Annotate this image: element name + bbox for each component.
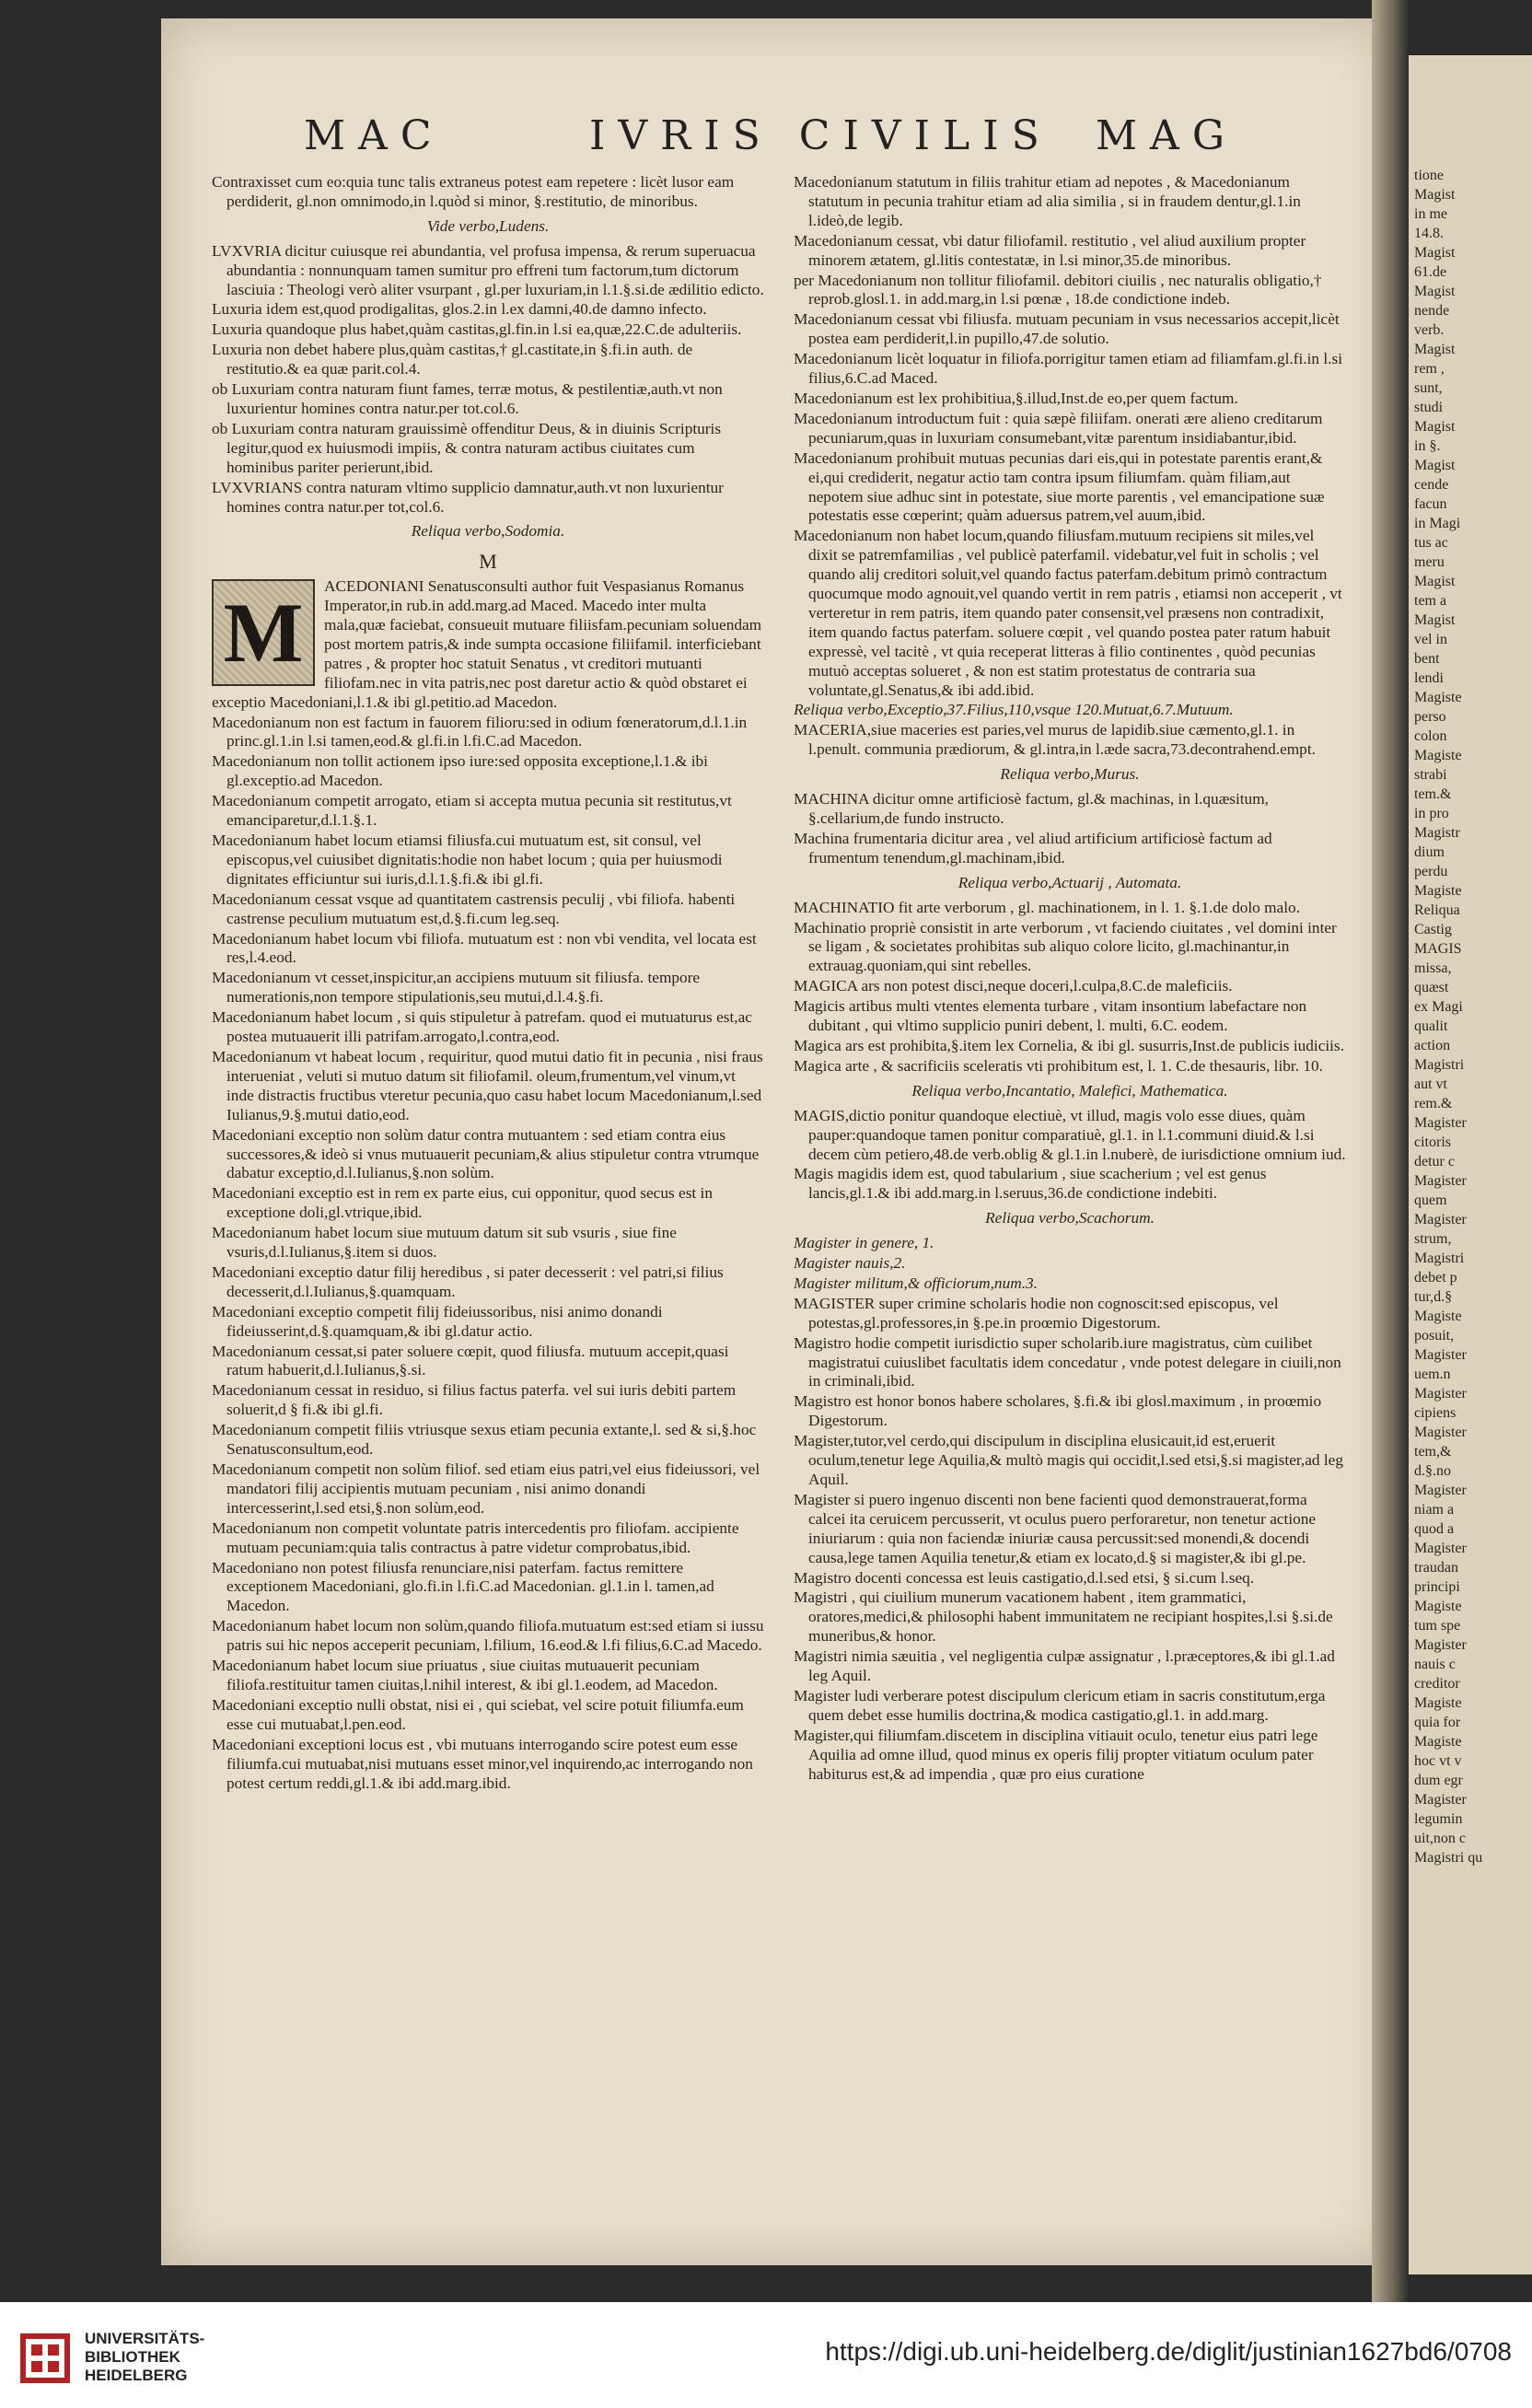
margin-note-line: rem ,: [1414, 361, 1445, 377]
margin-note-line: creditor: [1414, 1676, 1460, 1692]
entry-paragraph: Luxuria quandoque plus habet,quàm castitas,gl.fin.in l.si ea,quæ,22.C.de adulteriis.: [212, 320, 742, 339]
entry-paragraph: Macedonianum non habet locum,quando filiusfam.mutuum recipiens sit miles,vel dixit se patremfamilias , vel publicè paterfamil. videbatur,vel fuit in scholis ; vel quando alij creditori soluit,vel quando factus paterfam.debitum primò contractum quocumque modo agnouit,vel quando vertit in rem patris , etiamsi non acceperit , vt verteretur in rem patris, item quando pater consensit,vel præsens non contradixit, item quando factus paterfam. soluere cœpit , vel quando postea pater ratum habuit expressè, vel tacitè , vt quia receperat litteras à filio continentes , quòd pecunias mutuò acceptas solueret , & non est statim protestatus de contraria sua voluntate,gl.Senatus,& ibi add.ibid.: [794, 527, 1342, 699]
margin-note-line: Magist: [1414, 284, 1456, 299]
margin-note-line: Magister: [1414, 1212, 1467, 1227]
entry-text: ACEDONIANI Senatusconsulti author fuit Vespasianus Romanus Imperator,in rub.in add.marg.ad Maced. Macedo inter multa mala,quæ faciebat, consueuit mutuare filiisfam.pecuniam soluendam post mortem patris,& inde sumpta occasione filiifamil. interficiebant patres , & propter hoc statuit Senatus , vt creditori mutuanti filiofam.nec in vita patris,nec post daretur actio & quòd obstaret ei exceptio Macedoniani,l.1.& ibi gl.petitio.ad Macedon.: [212, 577, 762, 711]
entry-paragraph: Macedonianum est lex prohibitiua,§.illud,Inst.de eo,per quem factum.: [794, 389, 1238, 407]
margin-note-line: Magist: [1414, 612, 1456, 628]
entry-paragraph: Luxuria non debet habere plus,quàm castitas,† gl.castitate,in §.fi.in auth. de restitutio.& ea quæ parit.col.4.: [212, 341, 693, 378]
margin-note-line: legumin: [1414, 1811, 1463, 1827]
margin-note-line: Magister: [1414, 1541, 1467, 1556]
cross-reference: Reliqua verbo,Scachorum.: [985, 1209, 1155, 1227]
running-head-right: MAG: [1096, 112, 1237, 159]
page-url-link[interactable]: https://digi.ub.uni-heidelberg.de/diglit/justinian1627bd6/0708: [825, 2337, 1512, 2366]
margin-note-line: quia for: [1414, 1715, 1461, 1730]
margin-note-line: strum,: [1414, 1231, 1452, 1247]
margin-note-line: Magist: [1414, 245, 1456, 261]
margin-note-line: rem.&: [1414, 1096, 1453, 1111]
margin-note-line: perso: [1414, 709, 1446, 725]
entry-paragraph: Magis magidis idem est, quod tabularium , siue scacherium ; vel est genus lancis,gl.1.& ibi add.marg.in l.seruus,36.de condictione indebiti.: [794, 1165, 1267, 1203]
margin-note-line: Magist: [1414, 342, 1456, 357]
entry-paragraph: Magica ars est prohibita,§.item lex Cornelia, & ibi gl. susurris,Inst.de publicis iudiciis.: [794, 1036, 1345, 1054]
entry-paragraph: Macedonianum prohibuit mutuas pecunias dari eis,qui in potestate parentis erant,& ei,qui crediderit, negatur actio tam contra ipsum filiumfam. quàm filiam,aut nepotem siue adhuc sint in potestate, siue morte parentis , vel emancipatione suæ potestatis esse cœperint; quàm aduersus patrem,vel auum,ibid.: [794, 448, 1325, 525]
margin-note-line: in §.: [1414, 438, 1441, 454]
entry-paragraph: per Macedonianum non tollitur filiofamil. debitori ciuilis , nec naturalis obligatio,† reprob.glosl.1. in add.marg,in l.si pœnæ , 18.de condictione indeb.: [794, 271, 1322, 308]
entry-paragraph: Macedoniani exceptio nulli obstat, nisi ei , qui sciebat, vel scire potuit filiumfa.eum esse cui mutuabat,l.pen.eod.: [212, 1695, 744, 1733]
margin-note-line: Magiste: [1414, 1695, 1462, 1711]
margin-note-line: Castig: [1414, 922, 1452, 937]
margin-note-line: action: [1414, 1038, 1451, 1053]
entry-paragraph: Magistri , qui ciuilium munerum vacationem habent , item grammatici, oratores,medici,& philosophi habent immunitatem ne recipiant hospites,l.si §.si.de muneribus,& honor.: [794, 1588, 1333, 1646]
entry-paragraph: Magistro est honor bonos habere scholares, §.fi.& ibi glosl.maximum , in proœmio Digestorum.: [794, 1392, 1322, 1430]
entry-paragraph: Macedonianum competit non solùm filiof. sed etiam eius patri,vel eius fideiussori, vel mandatori filij accipientis mutuam pecuniam , nisi animo donandi intercesserint,l.sed etsi,§.non solùm,eod.: [212, 1460, 760, 1517]
margin-note-line: uem.n: [1414, 1367, 1451, 1382]
margin-note-line: quæst: [1414, 980, 1449, 995]
margin-note-line: ex Magi: [1414, 999, 1463, 1015]
entry-paragraph: Macedonianum non tollit actionem ipso iure:sed opposita exceptione,l.1.& ibi gl.exceptio.ad Macedon.: [212, 752, 708, 790]
entry-paragraph: Macedonianum vt cesset,inspicitur,an accipiens mutuum sit filiusfa. tempore numerationis,non tempore stipulationis,seu mutui,d.l.4.§.fi.: [212, 969, 701, 1006]
running-head-left: MAC: [304, 112, 445, 159]
margin-note-line: Magistri: [1414, 1057, 1465, 1073]
margin-note-line: sunt,: [1414, 380, 1443, 396]
entry-paragraph: Magister militum,& officiorum,num.3.: [794, 1274, 1038, 1292]
entry-paragraph: ob Luxuriam contra naturam fiunt fames, terræ motus, & pestilentiæ,auth.vt non luxurientur homines contra natur.per tot.col.6.: [212, 380, 723, 417]
entry-paragraph: Macedonianum introductum fuit : quia sæpè filiifam. onerati ære alieno creditarum pecuniarum,quas in luxuriam consumebant,vitæ parentum insidiabantur,ibid.: [794, 409, 1323, 447]
margin-note-line: dium: [1414, 844, 1445, 860]
entry-paragraph: MACHINATIO fit arte verborum , gl. machinationem, in l. 1. §.1.de dolo malo.: [794, 898, 1301, 916]
entry-paragraph: Magister ludi verberare potest discipulum clericum etiam in sacris constitutum,erga quem debet esse humilis doctrina,& modica castigatio,gl.1. in add.marg.: [794, 1686, 1326, 1724]
university-library-logo-icon: [20, 2333, 70, 2383]
facing-page-margin-notes: [1414, 166, 1532, 1867]
margin-note-line: tum spe: [1414, 1618, 1461, 1634]
running-head: [304, 112, 1271, 168]
margin-note-line: bent: [1414, 651, 1440, 667]
library-name: [85, 2330, 204, 2385]
entry-paragraph: Macedoniani exceptio competit filij fideiussoribus, nisi animo donandi fideiusserint,d.§.quamquam,& ibi gl.datur actio.: [212, 1302, 663, 1340]
entry-paragraph: MACHINA dicitur omne artificiosè factum, gl.& machinas, in l.quæsitum, §.cellarium,de fundo instructo.: [794, 790, 1269, 827]
entry-paragraph: Reliqua verbo,Exceptio,37.Filius,110,vsque 120.Mutuat,6.7.Mutuum.: [794, 701, 1234, 719]
cross-reference: Reliqua verbo,Murus.: [1000, 765, 1140, 784]
margin-note-line: MAGIS: [1414, 941, 1462, 957]
margin-note-line: Magister: [1414, 1483, 1467, 1498]
margin-note-line: principi: [1414, 1579, 1460, 1595]
entry-paragraph: Magister,qui filiumfam.discetem in disciplina vitiauit oculo, tenetur eius patri lege Aquilia ad omne illud, quod minus ex operis filij propter vitiatum oculum pater habiturus est,& ad impendia , quæ pro eius curatione: [794, 1726, 1318, 1783]
margin-note-line: in me: [1414, 206, 1447, 222]
margin-note-line: tur,d.§: [1414, 1289, 1453, 1305]
section-letter: M: [479, 550, 497, 574]
margin-note-line: tem,&: [1414, 1444, 1452, 1460]
entry-paragraph: Macedonianum habet locum siue mutuum datum sit sub vsuris , siue fine vsuris,d.l.Iulianus,§.item si duos.: [212, 1224, 677, 1262]
margin-note-line: tem a: [1414, 593, 1447, 609]
margin-note-line: Magister: [1414, 1386, 1467, 1402]
entry-paragraph: LVXVRIANS contra naturam vltimo supplicio damnatur,auth.vt non luxurientur homines contra natur.per tot,col.6.: [212, 478, 724, 516]
book-spine: [1372, 0, 1409, 2302]
entry-paragraph: Magistri nimia sæuitia , vel negligentia culpæ assignatur , l.præceptores,& ibi gl.1.ad leg Aquil.: [794, 1647, 1335, 1685]
margin-note-line: Magistri qu: [1414, 1850, 1483, 1866]
entry-paragraph: Magistro docenti concessa est leuis castigatio,d.l.sed etsi, § si.cum l.seq.: [794, 1568, 1255, 1587]
margin-note-line: tione: [1414, 168, 1444, 183]
margin-note-line: tus ac: [1414, 535, 1448, 551]
margin-note-line: Magister: [1414, 1637, 1467, 1653]
margin-note-line: qualit: [1414, 1018, 1448, 1034]
margin-note-line: traudan: [1414, 1560, 1458, 1576]
entry-paragraph: MACERIA,siue maceries est paries,vel murus de lapidib.siue cæmento,gl.1. in l.penult. communia prædiorum, & gl.intra,in l.æde sacra,73.decontrahend.empt.: [794, 721, 1316, 759]
margin-note-line: Magister: [1414, 1792, 1467, 1808]
entry-paragraph: Macedonianum vt habeat locum , requiritur, quod mutui datio fit in pecunia , nisi fraus interueniat , veluti si mutuo datum sit filiofamil. oleum,frumentum,vel vinum,vt inde distractis fructibus vteretur pecunia,quo casu habet locum Macedonianum,l.sed Iulianus,9.§.mutui datio,eod.: [212, 1047, 763, 1123]
margin-note-line: quod a: [1414, 1521, 1455, 1537]
entry-paragraph: Macedoniano non potest filiusfa renunciare,nisi paterfam. factus remittere exceptionem Macedoniani, glo.fi.in l.fi.C.ad Macedonian. gl.1.in l. tamen,ad Macedon.: [212, 1558, 714, 1615]
margin-note-line: studi: [1414, 400, 1444, 415]
facing-page-edge: [1409, 55, 1532, 2274]
cross-reference: Vide verbo,Ludens.: [426, 216, 550, 235]
entry-paragraph: Macedonianum habet locum , si quis stipuletur à patrefam. quod ei mutuaturus est,ac postea mutuauerit illi patrifam.arrogato,l.contra,eod.: [212, 1008, 752, 1046]
cross-reference: Reliqua verbo,Sodomia.: [411, 522, 565, 541]
margin-note-line: Magistr: [1414, 825, 1460, 841]
cross-reference: Reliqua verbo,Incantatio, Malefici, Mathematica.: [911, 1081, 1228, 1099]
margin-note-line: Magister: [1414, 1173, 1467, 1189]
margin-note-line: dum egr: [1414, 1773, 1463, 1788]
entry-paragraph: Machinatio propriè consistit in arte verborum , vt faciendo ciuitates , vel domini inter se ligam , & societates prohibitas sub aliquo colore licito, gl.machinantur,in extrauag.quoniam,qui sint rebelles.: [794, 918, 1337, 975]
entry-paragraph: Magister si puero ingenuo discenti non bene facienti quod demonstrauerat,forma calcei ita ceruicem percusserit, vt oculus puero perforaretur, non tenetur actione iniuriarum : quia non faciendæ iniuriæ causa percussit:sed monendi,& docendi causa,lege tamen Aquilia tenetur,& etiam ex locato,d.§ si magister,& ibi gl.pe.: [794, 1490, 1317, 1566]
entry-paragraph: Magister nauis,2.: [794, 1254, 906, 1273]
margin-note-line: 14.8.: [1414, 226, 1444, 241]
entry-paragraph: Macedoniani exceptio est in rem ex parte eius, cui opponitur, quod secus est in exceptione doli,gl.vtrique,ibid.: [212, 1184, 713, 1222]
margin-note-line: tem.&: [1414, 786, 1452, 802]
margin-note-line: perdu: [1414, 864, 1448, 879]
margin-note-line: Reliqua: [1414, 902, 1460, 918]
entry-paragraph: Macedonianum habet locum etiamsi filiusfa.cui mutuatum est, sit consul, vel episcopus,vel cuiusibet dignitatis:hodie non habet locum ; quia per huiusmodi dignitates efficiuntur sui iuris,d.l.1.§.fi.& ibi gl.fi.: [212, 832, 723, 888]
margin-note-line: Magister: [1414, 1425, 1467, 1440]
entry-paragraph: Macedoniani exceptio non solùm datur contra mutuantem : sed etiam contra eius successores,& ideò si vnus mutuauerit pecuniam,& alius stipuletur contra vtrumque dabatur exceptio,d.l.Iulianus,§.non solùm.: [212, 1125, 760, 1182]
margin-note-line: detur c: [1414, 1154, 1455, 1169]
margin-note-line: in pro: [1414, 806, 1449, 821]
entry-paragraph: MAGIS,dictio ponitur quandoque electiuè, vt illud, magis volo esse diues, quàm pauper:quandoque tamen ponitur comparatiuè, gl.1. in l.1.communi diuid.& l.si decem cùm petiero,48.de verb.oblig & gl.1.in l.nuberè, de iurisdictione omnium iud.: [794, 1106, 1346, 1163]
margin-note-line: Magist: [1414, 458, 1456, 473]
cross-reference: Reliqua verbo,Actuarij , Automata.: [958, 873, 1182, 891]
entry-paragraph: Macedonianum non competit voluntate patris intercedentis pro filiofam. accipiente mutuam pecuniam:quia talis contractus à patre videtur comprobatus,ibid.: [212, 1518, 739, 1556]
entry-paragraph: Macedonianum statutum in filiis trahitur etiam ad nepotes , & Macedonianum statutum in pecunia trahitur etiam ad alia similia , si in fraudem dentur,gl.1.in l.ideò,de legib.: [794, 173, 1301, 229]
entry-paragraph: Macedonianum habet locum vbi filiofa. mutuatum est : non vbi vendita, vel locata est res,l.4.eod.: [212, 929, 757, 967]
margin-note-line: Magiste: [1414, 690, 1462, 705]
entry-paragraph: Macedonianum cessat vsque ad quantitatem castrensis peculij , vbi filiofa. habenti castrense peculium mutuatum est,d.§.fi.cum leg.seq.: [212, 890, 736, 927]
entry-paragraph: MAGISTER super crimine scholaris hodie non cognoscit:sed episcopus, vel potestas,gl.professores,in §.pe.in proœmio Digestorum.: [794, 1294, 1279, 1332]
margin-note-line: quem: [1414, 1192, 1447, 1208]
entry-paragraph: Macedonianum habet locum non solùm,quando filiofa.mutuatum est:sed etiam si iussu patris sui hic nepos acceperit pecuniam, l.filium, 16.eod.& l.fi filius,6.C.ad Macedo.: [212, 1617, 764, 1655]
margin-note-line: posuit,: [1414, 1328, 1455, 1344]
library-name-line-2: BIBLIOTHEK: [85, 2348, 180, 2366]
entry-paragraph: LVXVRIA dicitur cuiusque rei abundantia, vel profusa impensa, & rerum superuacua abundantia : nonnunquam tamen sumitur pro effreni tum factorum,tum dictorum lasciuia : Theologi verò aliter vsurpant , gl.per luxuriam,in l.1.§.si.de ædilitio edicto.: [212, 241, 764, 298]
entry-paragraph: Machina frumentaria dicitur area , vel aliud artificium artificiosè factum ad frumentum tenendum,gl.machinam,ibid.: [794, 829, 1272, 867]
decorated-initial-m-icon: M: [212, 579, 315, 686]
entry-paragraph: Macedonianum competit arrogato, etiam si accepta mutua pecunia sit restitutus,vt emanciparetur,d.l.1.§.1.: [212, 792, 732, 830]
margin-note-line: Magist: [1414, 419, 1456, 435]
margin-note-line: hoc vt v: [1414, 1753, 1462, 1769]
viewer-footer: [0, 2302, 1532, 2408]
entry-paragraph: ob Luxuriam contra naturam grauissimè offenditur Deus, & in diuinis Scripturis legitur,quod ex huiusmodi impiis, & contra naturam actibus ciuitates cum hominibus pariter perierunt,ibid.: [212, 419, 722, 476]
margin-note-line: niam a: [1414, 1502, 1455, 1518]
entry-paragraph: Magister,tutor,vel cerdo,qui discipulum in disciplina elusicauit,id est,eruerit oculum,tenetur lege Aquilia,& multò magis qui occidit,l.sed etsi,§.si magister,ad leg Aquil.: [794, 1432, 1343, 1488]
entry-paragraph: Macedonianum cessat vbi filiusfa. mutuam pecuniam in vsus necessarios accepit,licèt postea eam perdiderit,l.in pupillo,47.de solutio.: [794, 310, 1340, 348]
margin-note-line: Magiste: [1414, 1309, 1462, 1324]
left-text-column: [212, 173, 764, 2245]
margin-note-line: colon: [1414, 728, 1447, 744]
margin-note-line: Magister: [1414, 1347, 1467, 1363]
margin-note-line: meru: [1414, 554, 1445, 570]
margin-note-line: strabi: [1414, 767, 1447, 783]
running-head-center: IVRIS CIVILIS: [589, 112, 1052, 159]
entry-paragraph: Macedonianum competit filiis vtriusque sexus etiam pecunia extante,l. sed & si,§.hoc Senatusconsultum,eod.: [212, 1421, 757, 1459]
margin-note-line: nende: [1414, 303, 1450, 319]
margin-note-line: nauis c: [1414, 1657, 1456, 1672]
entry-paragraph: Macedonianum cessat, vbi datur filiofamil. restitutio , vel aliud auxilium propter minorem ætatem, gl.litis contestatæ, in l.si minor,35.de minoribus.: [794, 231, 1306, 269]
margin-note-line: uit,non c: [1414, 1831, 1466, 1846]
margin-note-line: Magister: [1414, 1115, 1467, 1131]
margin-note-line: Magiste: [1414, 1734, 1462, 1750]
margin-note-line: cende: [1414, 477, 1449, 493]
entry-paragraph: Magicis artibus multi vtentes elementa turbare , vitam insontium labefactare non dubitant , qui vltimo supplicio puniri debent, l. multi, 6.C. eodem.: [794, 997, 1307, 1035]
margin-note-line: facun: [1414, 496, 1447, 512]
right-text-column: [794, 173, 1346, 2245]
margin-note-line: verb.: [1414, 322, 1445, 338]
library-name-line-3: HEIDELBERG: [85, 2367, 188, 2384]
margin-note-line: missa,: [1414, 960, 1452, 976]
margin-note-line: d.§.no: [1414, 1463, 1451, 1479]
margin-note-line: Magiste: [1414, 1599, 1462, 1614]
entry-paragraph: Macedonianum habet locum siue priuatus , siue ciuitas mutuauerit pecuniam filiofa.restituitur tamen ciuitas,l.nihil interest, & ibi gl.1.eodem, ad Macedon.: [212, 1657, 718, 1693]
entry-paragraph: Macedoniani exceptio datur filij heredibus , si pater decesserit : vel patri,si filius decesserit,d.l.Iulianus,§.quamquam.: [212, 1262, 724, 1300]
entry-paragraph: Magica arte , & sacrificiis sceleratis vti prohibitum est, l. 1. C.de thesauris, libr. 10.: [794, 1056, 1323, 1075]
margin-note-line: Magiste: [1414, 883, 1462, 899]
entry-paragraph: [212, 577, 764, 712]
entry-paragraph: Macedonianum cessat in residuo, si filius factus paterfa. vel sui iuris debiti partem soluerit,d § fi.& ibi gl.fi.: [212, 1381, 737, 1419]
entry-paragraph: Macedonianum licèt loquatur in filiofa.porrigitur tamen etiam ad filiamfam.gl.fi.in l.si filius,6.C.ad Maced.: [794, 350, 1343, 388]
entry-paragraph: Macedoniani exceptioni locus est , vbi mutuans interrogando scire potest eum esse filiumfa.cui mutuabat,nisi mutuans esset minor,vel inquirendo,ac interrogando non potest certum reddi,gl.1.& ibi add.marg.ibid.: [212, 1735, 753, 1792]
entry-paragraph: Luxuria idem est,quod prodigalitas, glos.2.in l.ex damni,40.de damno infecto.: [212, 300, 707, 319]
margin-note-line: Magistri: [1414, 1251, 1465, 1266]
entry-paragraph: Contraxisset cum eo:quia tunc talis extraneus potest eam repetere : licèt lusor eam perdiderit, gl.non omnimodo,in l.quòd si minor, §.restitutio, de minoribus.: [212, 173, 735, 210]
entry-paragraph: Macedonianum non est factum in fauorem filioru:sed in odium fœneratorum,d.l.1.in princ.gl.1.in l.si tamen,eod.& gl.fi.in l.fi.C.ad Macedon.: [212, 713, 748, 750]
margin-note-line: 61.de: [1414, 264, 1447, 280]
margin-note-line: Magiste: [1414, 748, 1462, 763]
entry-paragraph: Macedonianum cessat,si pater soluere cœpit, quod filiusfa. mutuum accepit,quasi ratum habuerit,d.l.Iulianus,§.si.: [212, 1342, 729, 1379]
margin-note-line: debet p: [1414, 1270, 1457, 1285]
entry-paragraph: Magister in genere, 1.: [794, 1234, 934, 1252]
margin-note-line: in Magi: [1414, 516, 1461, 531]
entry-paragraph: Magistro hodie competit iurisdictio super scholarib.iure magistratus, cùm cuilibet magistratui cuiuslibet facultatis idem concedatur , vnde potest delegare in ciuili,non in criminali,ibid.: [794, 1333, 1341, 1390]
margin-note-line: Magist: [1414, 187, 1456, 203]
margin-note-line: vel in: [1414, 632, 1447, 647]
margin-note-line: aut vt: [1414, 1076, 1447, 1092]
margin-note-line: Magist: [1414, 574, 1456, 589]
margin-note-line: citoris: [1414, 1134, 1451, 1150]
margin-note-line: cipiens: [1414, 1405, 1457, 1421]
margin-note-line: lendi: [1414, 670, 1444, 686]
entry-paragraph: MAGICA ars non potest disci,neque doceri,l.culpa,8.C.de maleficiis.: [794, 977, 1233, 995]
library-name-line-1: UNIVERSITÄTS-: [85, 2330, 205, 2347]
